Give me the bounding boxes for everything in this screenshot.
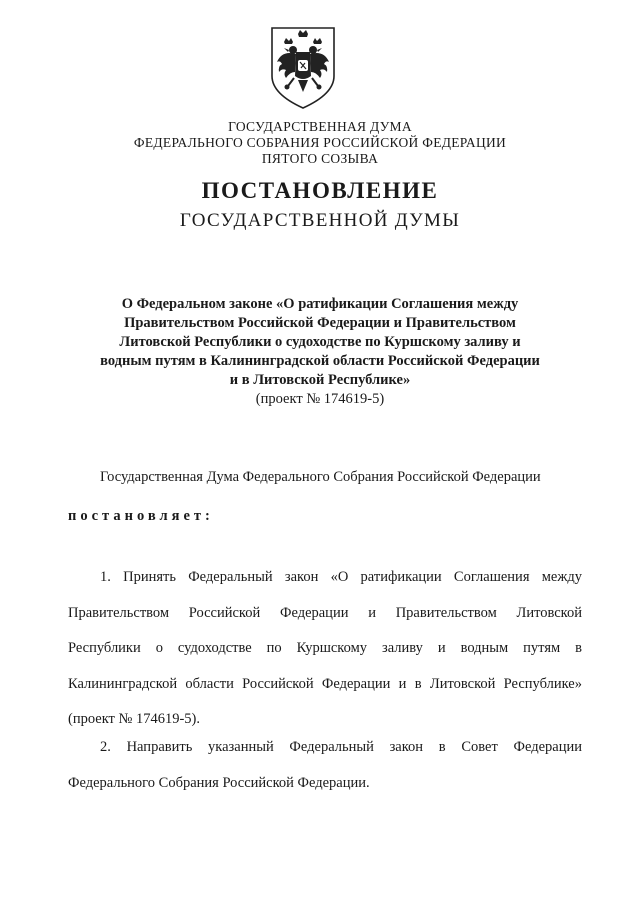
resolution-item-1: [68, 560, 582, 738]
coat-of-arms-emblem-icon: [268, 24, 338, 110]
item-line: Правительством Российской Федерации и Правительством Литовской: [68, 604, 582, 621]
subject-line: водным путям в Калининградской области Российской Федерации: [100, 353, 540, 369]
subject-line: Литовской Республики о судоходстве по Куршскому заливу и: [119, 334, 521, 350]
intro-paragraph: Государственная Дума Федерального Собрания Российской Федерации: [100, 469, 541, 485]
document-title: ПОСТАНОВЛЕНИЕ: [201, 178, 439, 203]
item-line: Калининградской области Российской Федерации и в Литовской Республике»: [68, 675, 582, 692]
convocation-line: ПЯТОГО СОЗЫВА: [261, 151, 379, 166]
resolves-word: постановляет:: [68, 508, 214, 524]
item-line: 1. Принять Федеральный закон «О ратификации Соглашения между: [100, 569, 582, 585]
item-line: (проект № 174619-5).: [68, 711, 201, 727]
resolution-item-2: [68, 730, 582, 801]
document-subtitle: ГОСУДАРСТВЕННОЙ ДУМЫ: [179, 210, 461, 231]
resolution-subject: [60, 295, 580, 409]
item-line: Федерального Собрания Российской Федерации.: [68, 774, 370, 791]
organization-name-line-2: ФЕДЕРАЛЬНОГО СОБРАНИЯ РОССИЙСКОЙ ФЕДЕРАЦИИ: [133, 135, 507, 150]
item-line: Республики о судоходстве по Куршскому заливу и водным путям в: [68, 640, 582, 656]
subject-line: Правительством Российской Федерации и Правительством: [124, 315, 516, 331]
subject-line: О Федеральном законе «О ратификации Соглашения между: [121, 296, 519, 312]
subject-line: и в Литовской Республике»: [229, 372, 411, 388]
organization-name-line-1: ГОСУДАРСТВЕННАЯ ДУМА: [228, 119, 412, 134]
item-line: 2. Направить указанный Федеральный закон в Совет Федерации: [100, 739, 582, 755]
project-number: (проект № 174619-5): [255, 391, 385, 407]
